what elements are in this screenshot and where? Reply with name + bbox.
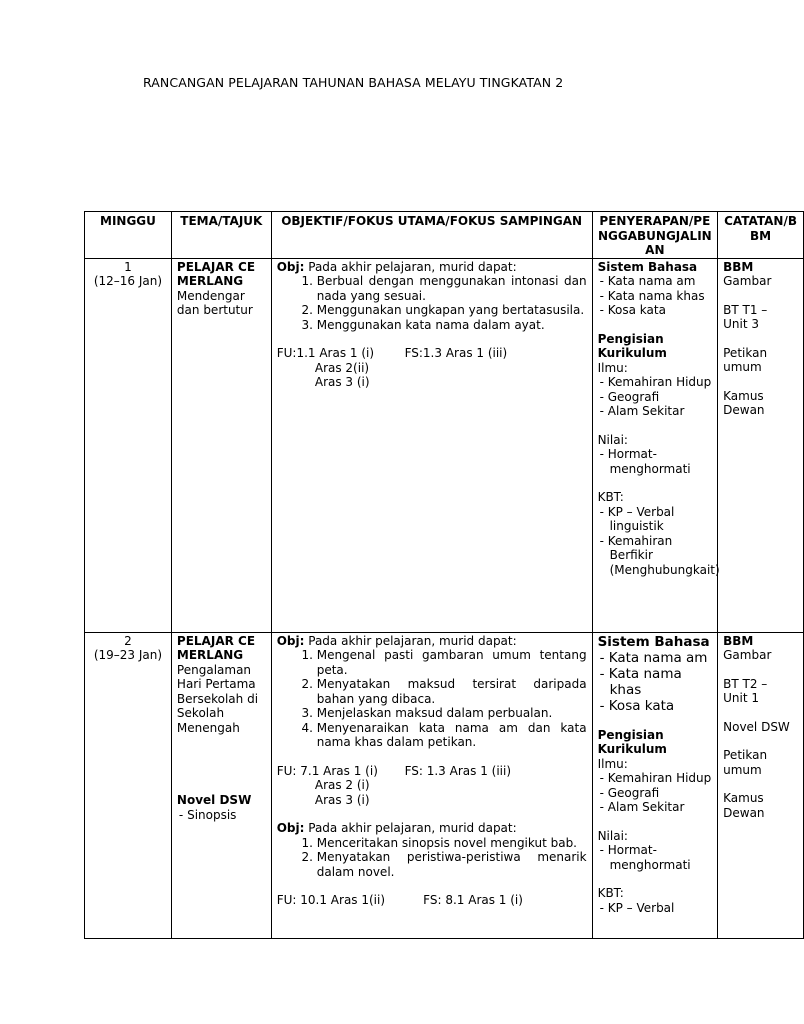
topic-text: Pengalaman Hari Pertama Bersekolah di Sekolah Menengah [176, 662, 259, 735]
list-item: 1. Berbual dengan menggunakan intonasi dan nada yang sesuai. [317, 274, 587, 303]
novel-list [177, 808, 266, 823]
ilmu-list [598, 771, 713, 815]
objective-list [277, 836, 587, 880]
list-item: 3. Menggunakan kata nama dalam ayat. [317, 318, 587, 333]
bbm-cell [718, 258, 804, 632]
objectives-cell [271, 632, 592, 938]
list-item: - Kemahiran Hidup [600, 375, 713, 390]
bbm-item: Petikan umum [723, 345, 768, 374]
fokus-line: FU: 10.1 Aras 1(ii) FS: 8.1 Aras 1 (i) [276, 893, 523, 907]
list-item: 3. Menjelaskan maksud dalam perbualan. [317, 706, 587, 721]
list-item: - KP – Verbal linguistik [600, 505, 713, 534]
table-row [85, 632, 804, 938]
integration-cell [592, 632, 718, 938]
list-item: - Kemahiran Berfikir (Menghubungkait) [600, 534, 713, 578]
header-tema-tajuk: TEMA/TAJUK [171, 212, 271, 259]
header-penyerapan: PENYERAPAN/PENGGABUNGJALINAN [592, 212, 718, 259]
objectives-cell [271, 258, 592, 632]
list-item: - Hormat-menghormati [600, 843, 713, 872]
ilmu-label: Ilmu: [597, 756, 628, 771]
lesson-plan-table [84, 211, 804, 939]
list-item: 4. Menyenaraikan kata nama am dan kata nama khas dalam petikan. [317, 721, 587, 750]
week-number: 2 [124, 633, 132, 648]
list-item: - Kosa kata [600, 698, 713, 714]
bbm-title: BBM [723, 259, 754, 274]
obj-label: Obj: [276, 821, 305, 835]
sistem-bahasa-title: Sistem Bahasa [597, 259, 698, 274]
fokus-line: FU:1.1 Aras 1 (i) FS:1.3 Aras 1 (iii) [276, 346, 508, 360]
bbm-item: Unit 1 [723, 691, 760, 705]
kbt-label: KBT: [597, 490, 624, 504]
novel-title: Novel DSW [176, 793, 252, 807]
list-item: 2. Menggunakan ungkapan yang bertatasusila. [317, 303, 587, 318]
bbm-item: Gambar [723, 274, 772, 288]
bbm-item: Kamus Dewan [723, 388, 765, 417]
theme-cell [171, 632, 271, 938]
sistem-bahasa-list [598, 650, 713, 714]
week-dates: (19–23 Jan) [93, 648, 163, 662]
list-item: 1. Mengenal pasti gambaran umum tentang peta. [317, 648, 587, 677]
sistem-bahasa-list [598, 274, 713, 318]
list-item: - Alam Sekitar [600, 800, 713, 815]
list-item: - Kemahiran Hidup [600, 771, 713, 786]
theme-title: PELAJAR CEMERLANG [176, 633, 256, 662]
bbm-item: Kamus Dewan [723, 791, 765, 820]
list-item: 2. Menyatakan peristiwa-peristiwa menarik dalam novel. [317, 850, 587, 879]
obj-label: Obj: [276, 633, 305, 648]
fokus-line: Aras 3 (i) [276, 792, 370, 807]
objective-intro [277, 260, 587, 275]
bbm-item: Unit 3 [723, 317, 760, 331]
bbm-item: Gambar [723, 648, 772, 662]
theme-title: PELAJAR CEMERLANG [176, 259, 256, 288]
bbm-title: BBM [723, 633, 754, 648]
obj-label: Obj: [276, 259, 305, 274]
list-item: - Hormat-menghormati [600, 447, 713, 476]
objective-intro [277, 634, 587, 649]
objective-list [277, 274, 587, 332]
page-title: RANCANGAN PELAJARAN TAHUNAN BAHASA MELAYU TINGKATAN 2 [143, 75, 564, 90]
topic-text: Mendengar dan bertutur [176, 288, 253, 317]
list-item: - Kata nama khas [600, 289, 713, 304]
header-catatan-bbm: CATATAN/BBM [718, 212, 804, 259]
list-item: - Geografi [600, 390, 713, 405]
kbt-label: KBT: [597, 886, 624, 900]
list-item: - Sinopsis [179, 808, 266, 823]
obj-intro-text: Pada akhir pelajaran, murid dapat: [308, 259, 517, 274]
bbm-item: BT T1 – [723, 302, 768, 317]
list-item: - Kata nama khas [600, 666, 713, 698]
obj-intro-text: Pada akhir pelajaran, murid dapat: [308, 821, 517, 835]
list-item: - Kata nama am [600, 650, 713, 666]
nilai-list [598, 447, 713, 476]
list-item: 1. Menceritakan sinopsis novel mengikut bab. [317, 836, 587, 851]
bbm-item: Novel DSW [723, 719, 790, 734]
list-item: - Alam Sekitar [600, 404, 713, 419]
nilai-label: Nilai: [597, 828, 628, 843]
ilmu-label: Ilmu: [597, 360, 628, 375]
pengisian-kurikulum-title: Pengisian Kurikulum [597, 727, 667, 756]
header-objektif: OBJEKTIF/FOKUS UTAMA/FOKUS SAMPINGAN [271, 212, 592, 259]
bbm-cell [718, 632, 804, 938]
week-dates: (12–16 Jan) [93, 274, 163, 288]
week-number: 1 [124, 259, 132, 274]
week-cell [85, 632, 172, 938]
objective-list [277, 648, 587, 750]
header-minggu: MINGGU [85, 212, 172, 259]
obj-intro-text: Pada akhir pelajaran, murid dapat: [308, 633, 517, 648]
ilmu-list [598, 375, 713, 419]
integration-cell [592, 258, 718, 632]
bbm-item: Petikan umum [723, 748, 768, 777]
pengisian-kurikulum-title: Pengisian Kurikulum [597, 331, 667, 360]
fokus-line: Aras 2 (i) [276, 778, 370, 792]
theme-cell [171, 258, 271, 632]
fokus-line: Aras 3 (i) [276, 375, 370, 389]
kbt-list [598, 901, 713, 916]
table-row [85, 258, 804, 632]
list-item: - KP – Verbal [600, 901, 713, 916]
list-item: 2. Menyatakan maksud tersirat daripada bahan yang dibaca. [317, 677, 587, 706]
fokus-line: FU: 7.1 Aras 1 (i) FS: 1.3 Aras 1 (iii) [276, 763, 512, 778]
list-item: - Kata nama am [600, 274, 713, 289]
kbt-list [598, 504, 720, 578]
nilai-list [598, 843, 713, 872]
list-item: - Geografi [600, 786, 713, 801]
objective-intro [277, 821, 587, 836]
bbm-item: BT T2 – [723, 676, 768, 691]
list-item: - Kosa kata [600, 303, 713, 318]
sistem-bahasa-title: Sistem Bahasa [597, 633, 710, 650]
fokus-line: Aras 2(ii) [276, 360, 370, 375]
table-header-row [85, 212, 804, 259]
nilai-label: Nilai: [597, 432, 628, 447]
week-cell [85, 258, 172, 632]
